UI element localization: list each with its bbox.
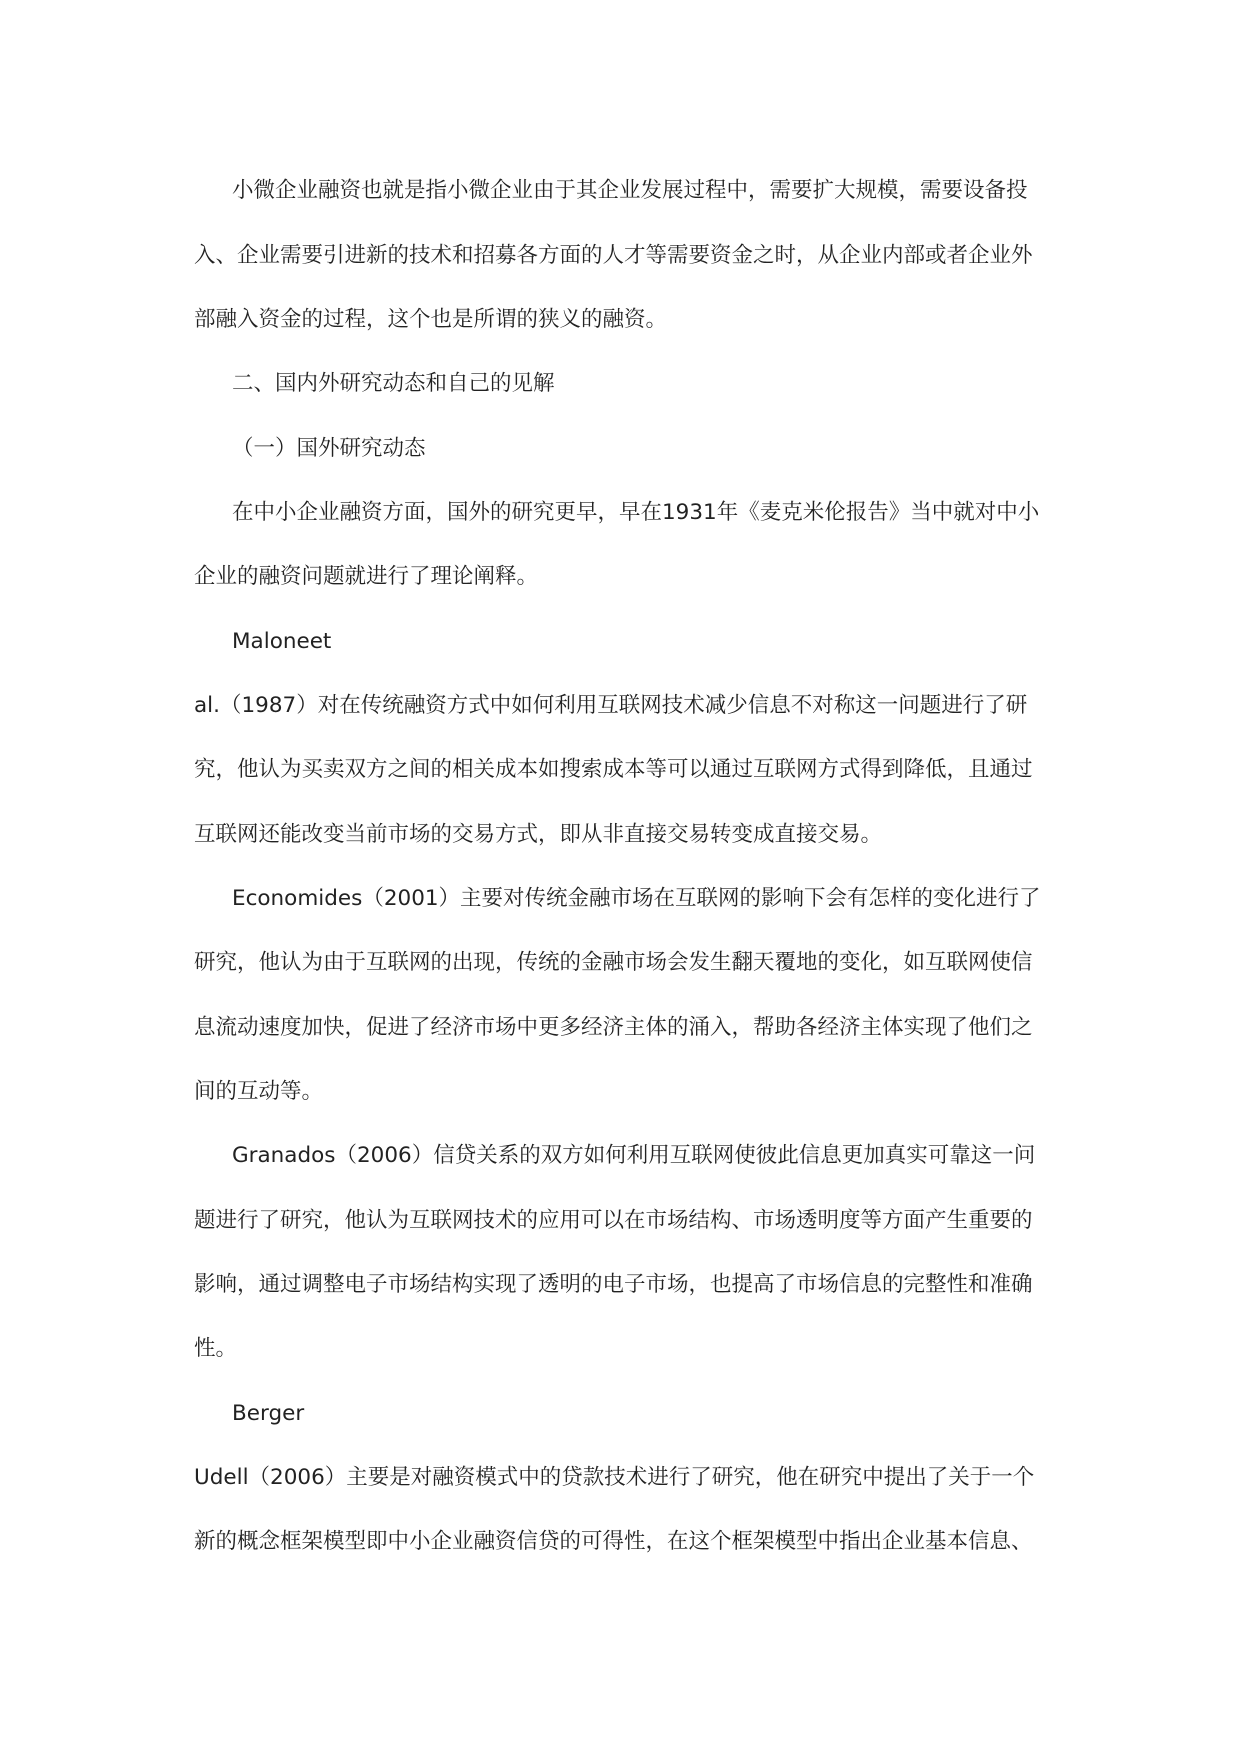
- paragraph-line: 研究，他认为由于互联网的出现，传统的金融市场会发生翻天覆地的变化，如互联网使信: [194, 950, 1033, 975]
- paragraph-line: Economides（2001）主要对传统金融市场在互联网的影响下会有怎样的变化进行了: [232, 886, 1041, 911]
- paragraph-line: Granados（2006）信贷关系的双方如何利用互联网使彼此信息更加真实可靠这一问: [232, 1143, 1036, 1168]
- paragraph-line: al.（1987）对在传统融资方式中如何利用互联网技术减少信息不对称这一问题进行了研: [194, 693, 1028, 718]
- subsection-heading: （一）国外研究动态: [232, 436, 426, 461]
- paragraph-line: 企业的融资问题就进行了理论阐释。: [194, 564, 539, 589]
- paragraph-line: 影响，通过调整电子市场结构实现了透明的电子市场，也提高了市场信息的完整性和准确: [194, 1272, 1033, 1297]
- paragraph-line: 性。: [194, 1336, 238, 1361]
- paragraph-line: Udell（2006）主要是对融资模式中的贷款技术进行了研究，他在研究中提出了关于一个: [194, 1465, 1035, 1490]
- paragraph-line: 在中小企业融资方面，国外的研究更早，早在1931年《麦克米伦报告》当中就对中小: [232, 500, 1040, 525]
- paragraph-line: Berger: [232, 1401, 305, 1426]
- section-heading: 二、国内外研究动态和自己的见解: [232, 371, 555, 396]
- paragraph-line: 题进行了研究，他认为互联网技术的应用可以在市场结构、市场透明度等方面产生重要的: [194, 1208, 1033, 1233]
- paragraph-line: 互联网还能改变当前市场的交易方式，即从非直接交易转变成直接交易。: [194, 822, 883, 847]
- paragraph-line: 入、企业需要引进新的技术和招募各方面的人才等需要资金之时，从企业内部或者企业外: [194, 243, 1033, 268]
- paragraph-line: Maloneet: [232, 629, 332, 654]
- paragraph-line: 间的互动等。: [194, 1079, 324, 1104]
- paragraph-line: 息流动速度加快，促进了经济市场中更多经济主体的涌入，帮助各经济主体实现了他们之: [194, 1015, 1033, 1040]
- paragraph-line: 究，他认为买卖双方之间的相关成本如搜索成本等可以通过互联网方式得到降低，且通过: [194, 757, 1033, 782]
- paragraph-line: 新的概念框架模型即中小企业融资信贷的可得性，在这个框架模型中指出企业基本信息、: [194, 1529, 1033, 1554]
- paragraph-line: 小微企业融资也就是指小微企业由于其企业发展过程中，需要扩大规模，需要设备投: [232, 178, 1028, 203]
- paragraph-line: 部融入资金的过程，这个也是所谓的狭义的融资。: [194, 307, 668, 332]
